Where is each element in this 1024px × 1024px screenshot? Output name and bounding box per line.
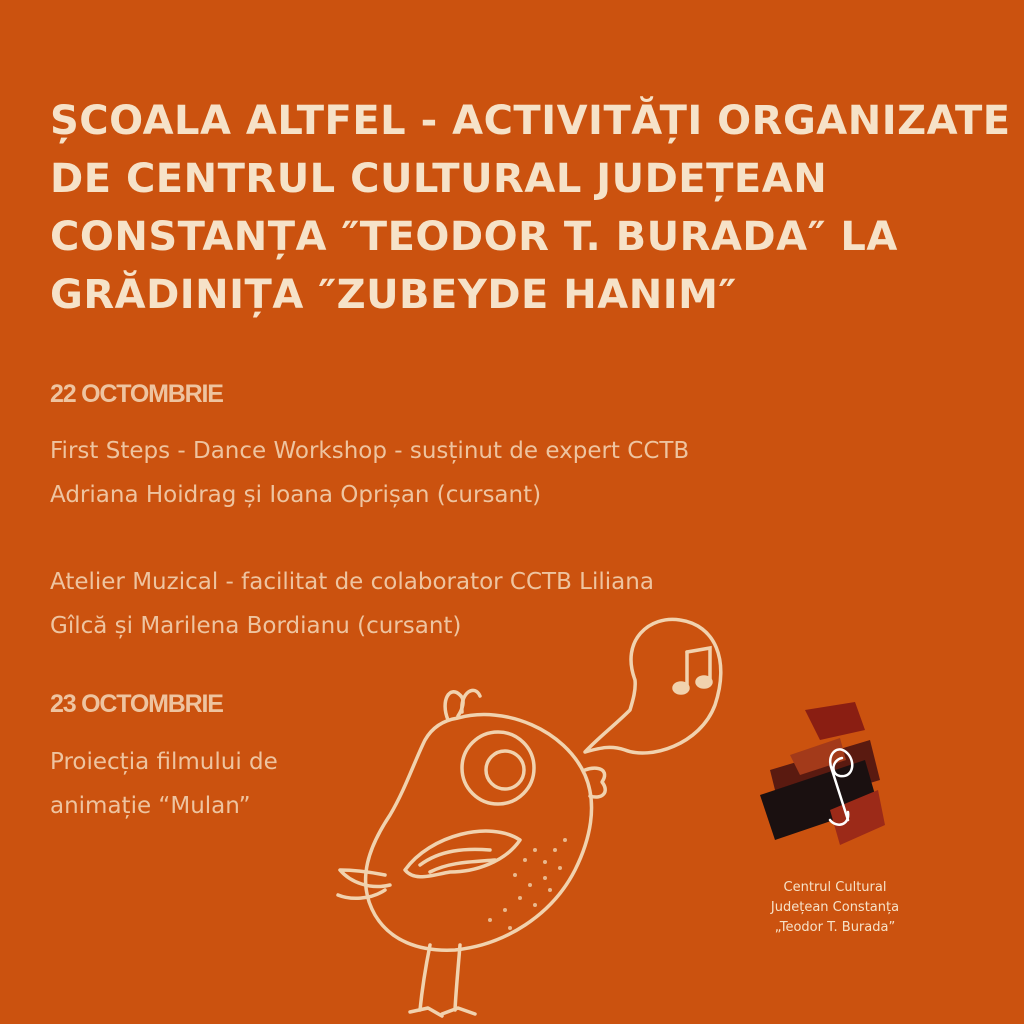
bird-illustration [330, 600, 750, 1024]
belly-texture [488, 838, 567, 930]
event-1-activity-1 [50, 429, 689, 517]
title-line-1: ȘCOALA ALTFEL - ACTIVITĂȚI ORGANIZATE [50, 98, 1011, 144]
logo-line-3: „Teodor T. Burada” [774, 920, 896, 935]
page-title [50, 92, 1010, 324]
title-line-3: CONSTANȚA ″TEODOR T. BURADA″ LA [50, 214, 898, 260]
bird-pupil [486, 751, 524, 789]
logo-line-2: Județean Constanța [770, 900, 900, 915]
activity-line: Adriana Hoidrag și Ioana Oprișan (cursant) [50, 482, 542, 508]
music-note-icon [674, 648, 711, 693]
title-line-4: GRĂDINIȚA ″ZUBEYDE HANIM″ [50, 272, 737, 318]
event-2-activity-1 [50, 740, 278, 828]
logo-line-1: Centrul Cultural [783, 880, 887, 895]
activity-line: Atelier Muzical - facilitat de colaborator CCTB Liliana [50, 569, 654, 595]
bird-leg [420, 945, 430, 1010]
event-date-1: 22 OCTOMBRIE [50, 380, 223, 408]
logo-text [745, 878, 925, 938]
title-line-2: DE CENTRUL CULTURAL JUDEȚEAN [50, 156, 828, 202]
bird-leg [455, 945, 460, 1010]
activity-line: First Steps - Dance Workshop - susținut de expert CCTB [50, 438, 690, 464]
bird-wing [405, 831, 520, 877]
logo-brush-mark [760, 700, 890, 860]
event-date-2: 23 OCTOMBRIE [50, 690, 223, 718]
activity-line: animație “Mulan” [50, 793, 251, 819]
activity-line: Gîlcă și Marilena Bordianu (cursant) [50, 613, 462, 639]
activity-line: Proiecția filmului de [50, 749, 278, 775]
